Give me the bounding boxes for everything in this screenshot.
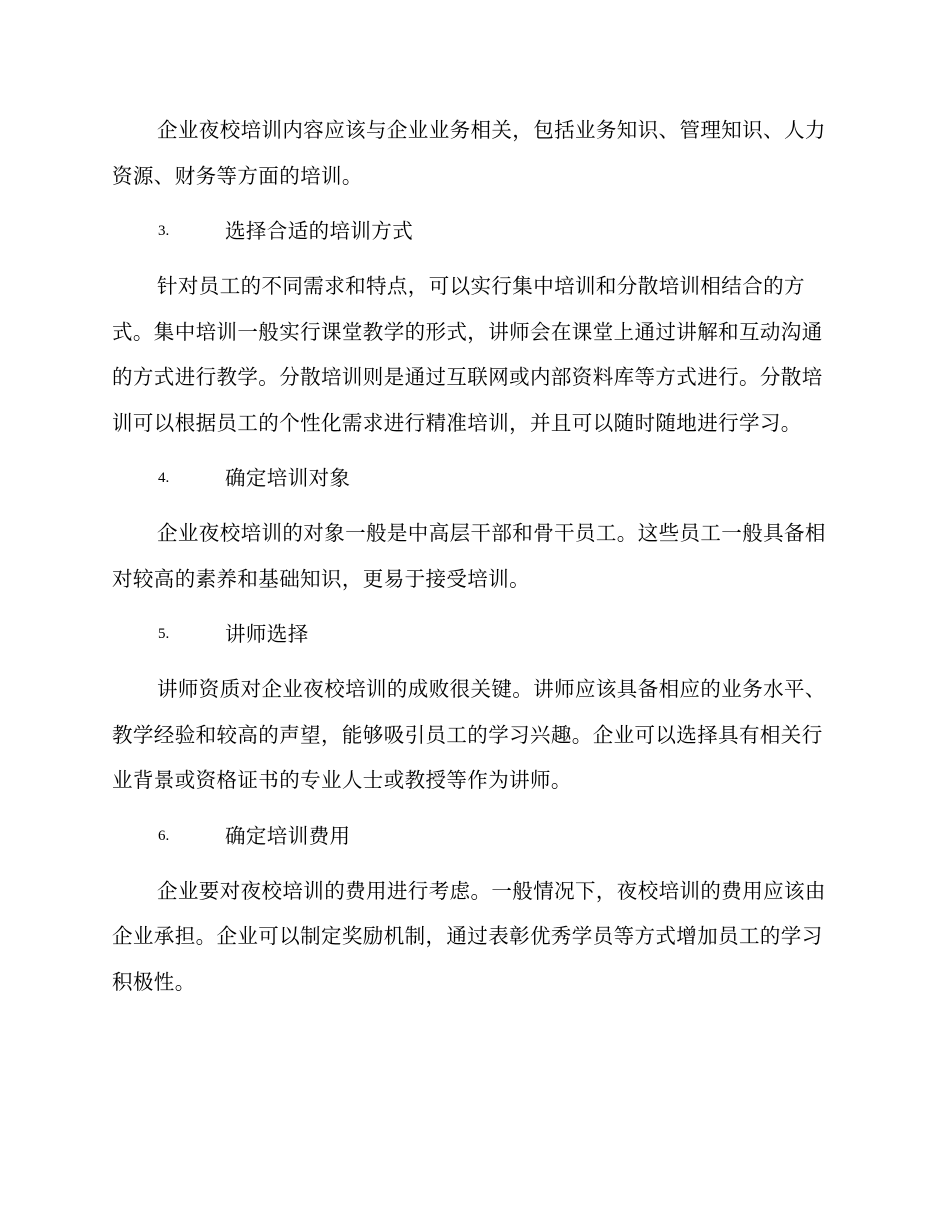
heading-training-cost — [112, 814, 832, 859]
heading-number: 4. — [158, 470, 170, 486]
heading-title: 确定培训费用 — [225, 823, 351, 848]
heading-lecturer-selection — [112, 612, 832, 657]
heading-number: 5. — [158, 626, 170, 642]
heading-training-method — [112, 209, 832, 254]
heading-number: 3. — [158, 223, 170, 239]
paragraph-training-content: 企业夜校培训内容应该与企业业务相关，包括业务知识、管理知识、人力资源、财务等方面的培训。 — [112, 118, 826, 188]
heading-training-target — [112, 456, 832, 501]
paragraph-training-cost: 企业要对夜校培训的费用进行考虑。一般情况下，夜校培训的费用应该由企业承担。企业可以制定奖励机制，通过表彰优秀学员等方式增加员工的学习积极性。 — [112, 878, 826, 994]
heading-title: 确定培训对象 — [225, 466, 351, 490]
document-body — [112, 108, 832, 1005]
paragraph-training-target: 企业夜校培训的对象一般是中高层干部和骨干员工。这些员工一般具备相对较高的素养和基础知识，更易于接受培训。 — [112, 521, 826, 591]
heading-title: 讲师选择 — [225, 622, 309, 646]
paragraph-lecturer-selection: 讲师资质对企业夜校培训的成败很关键。讲师应该具备相应的业务水平、教学经验和较高的声望，能够吸引员工的学习兴趣。企业可以选择具有相关行业背景或资格证书的专业人士或教授等作为讲师。 — [112, 677, 826, 792]
heading-title: 选择合适的培训方式 — [225, 219, 414, 243]
paragraph-training-method: 针对员工的不同需求和特点，可以实行集中培训和分散培训相结合的方式。集中培训一般实行课堂教学的形式，讲师会在课堂上通过讲解和互动沟通的方式进行教学。分散培训则是通过互联网或内部资料库等方式进行。分散培训可以根据员工的个性化需求进行精准培训，并且可以随时随地进行学习。 — [112, 274, 823, 435]
heading-number: 6. — [158, 827, 170, 844]
